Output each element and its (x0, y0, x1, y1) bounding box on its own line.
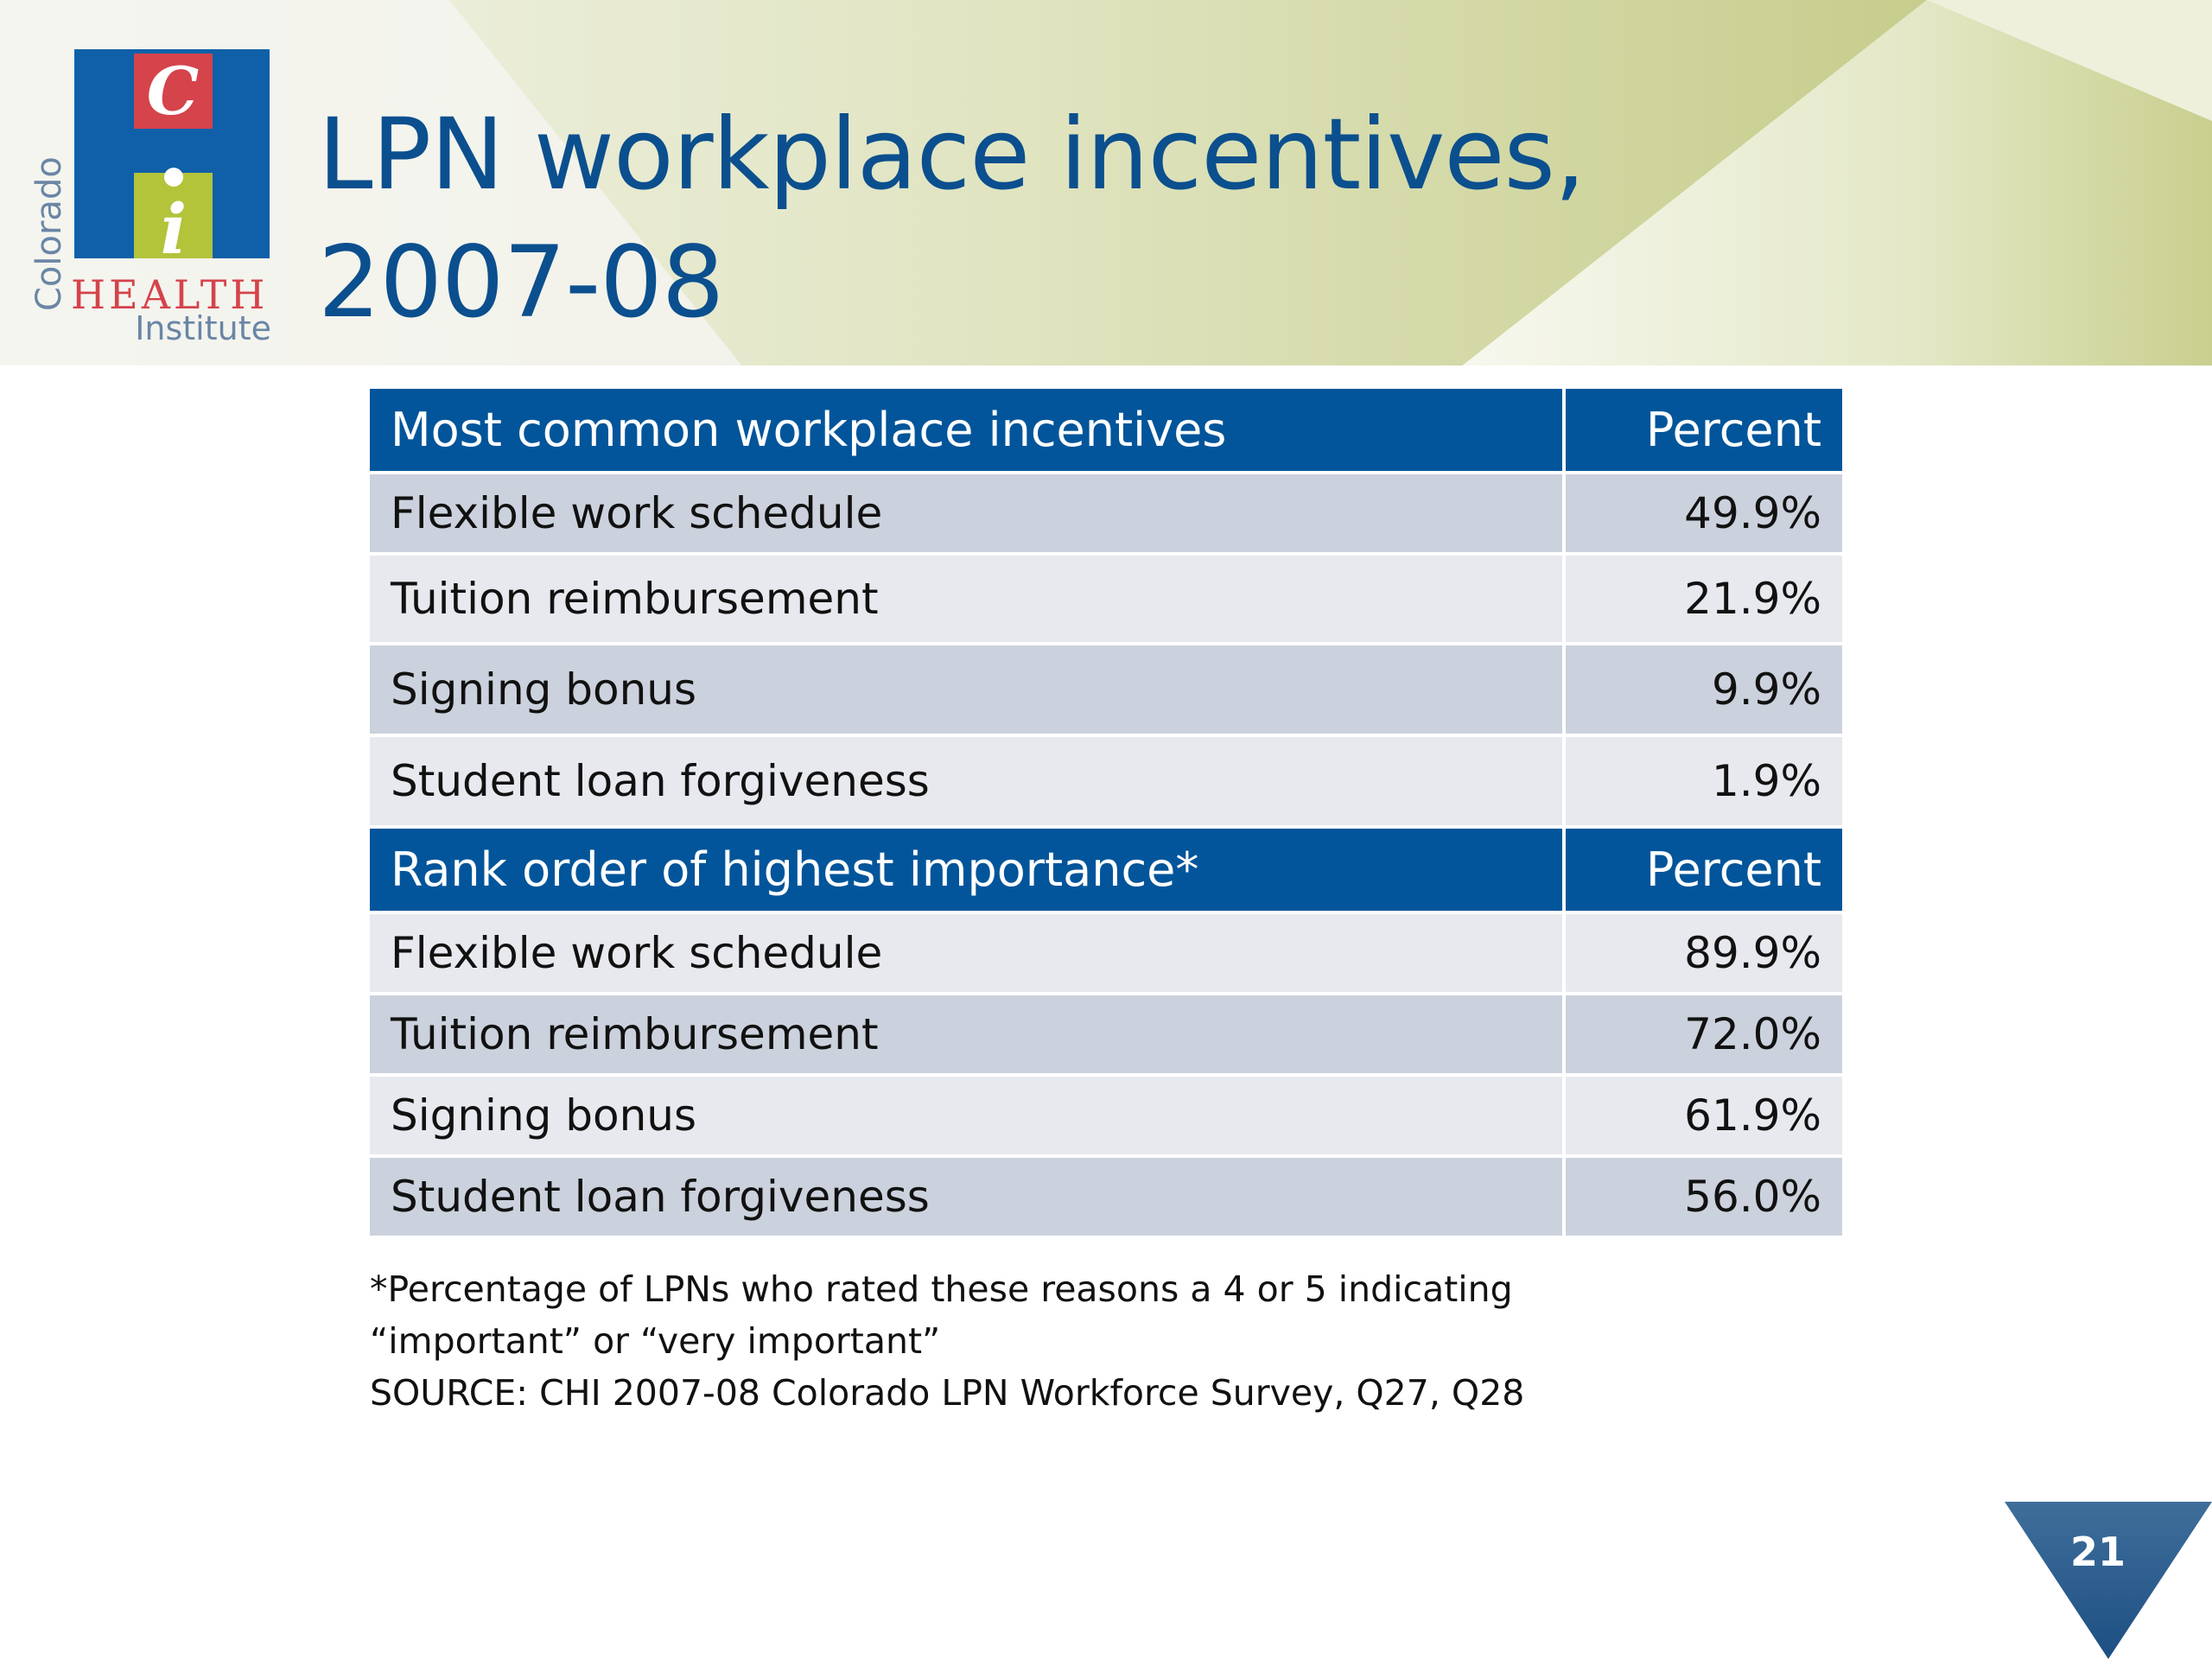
table-header-row (370, 829, 1842, 914)
logo-letter-i: i (160, 188, 188, 270)
title-line-2: 2007-08 (318, 225, 724, 340)
row-value: 9.9% (1566, 645, 1842, 737)
header-label: Most common workplace incentives (370, 389, 1566, 474)
page-number-badge (2005, 1502, 2212, 1659)
row-value: 56.0% (1566, 1158, 1842, 1239)
incentives-table (370, 389, 1842, 1239)
chi-logo (17, 43, 285, 354)
table-row (370, 474, 1842, 556)
page-number: 21 (2069, 1529, 2126, 1575)
row-label: Student loan forgiveness (370, 1158, 1566, 1239)
row-label: Tuition reimbursement (370, 556, 1566, 645)
table-row (370, 556, 1842, 645)
title-line-1: LPN workplace incentives, (318, 97, 1586, 212)
footnote (370, 1263, 1891, 1419)
header-value: Percent (1566, 829, 1842, 914)
row-value: 1.9% (1566, 737, 1842, 829)
row-value: 72.0% (1566, 995, 1842, 1077)
row-value: 49.9% (1566, 474, 1842, 556)
row-label: Flexible work schedule (370, 914, 1566, 995)
table-row (370, 1158, 1842, 1239)
table-row (370, 737, 1842, 829)
page-title (318, 91, 1700, 346)
logo-letter-c: C (146, 53, 200, 130)
source-note: SOURCE: CHI 2007-08 Colorado LPN Workforce Survey, Q27, Q28 (370, 1372, 1525, 1414)
table-row (370, 645, 1842, 737)
header-value: Percent (1566, 389, 1842, 474)
footnote-line-1: *Percentage of LPNs who rated these reasons a 4 or 5 indicating (370, 1268, 1513, 1310)
logo-i-dot (164, 168, 183, 187)
row-label: Signing bonus (370, 645, 1566, 737)
row-label: Tuition reimbursement (370, 995, 1566, 1077)
table-row (370, 995, 1842, 1077)
row-label: Flexible work schedule (370, 474, 1566, 556)
row-value: 21.9% (1566, 556, 1842, 645)
logo-institute-text: Institute (135, 309, 271, 347)
table-header-row (370, 389, 1842, 474)
header-label: Rank order of highest importance* (370, 829, 1566, 914)
footnote-line-2: “important” or “very important” (370, 1320, 941, 1362)
logo-health-text: HEALTH (71, 271, 269, 318)
logo-state-text: Colorado (29, 156, 69, 311)
row-label: Signing bonus (370, 1077, 1566, 1158)
row-value: 89.9% (1566, 914, 1842, 995)
table-row (370, 914, 1842, 995)
row-value: 61.9% (1566, 1077, 1842, 1158)
table-row (370, 1077, 1842, 1158)
row-label: Student loan forgiveness (370, 737, 1566, 829)
triangle-shape (2005, 1502, 2212, 1659)
